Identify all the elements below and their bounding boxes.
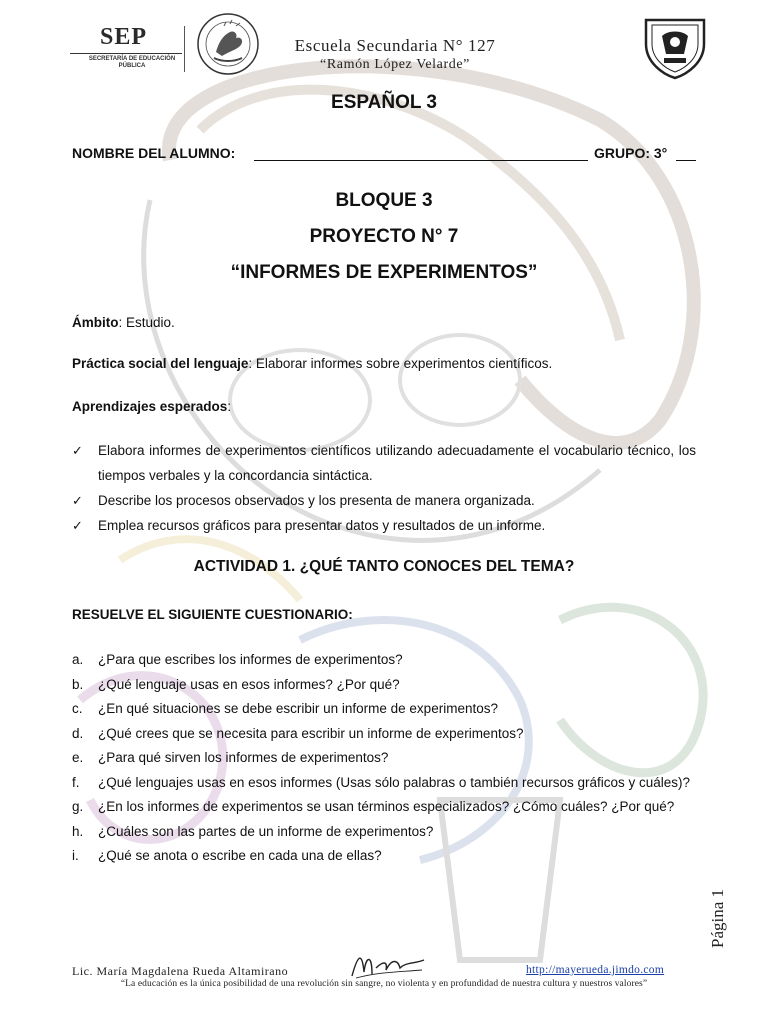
school-crest-icon bbox=[640, 14, 710, 80]
group-field[interactable] bbox=[676, 160, 696, 161]
list-item bbox=[72, 438, 696, 488]
list-item bbox=[72, 513, 696, 538]
question-marker: d. bbox=[72, 725, 84, 741]
question-marker: a. bbox=[72, 652, 84, 667]
question-text: ¿En qué situaciones se debe escribir un informe de experimentos? bbox=[98, 701, 498, 716]
question-text: ¿Qué lenguaje usas en esos informes? ¿Por qué? bbox=[98, 676, 400, 692]
question-marker: h. bbox=[72, 823, 84, 839]
question-marker: g. bbox=[72, 799, 84, 814]
footer-author: Lic. María Magdalena Rueda Altamirano bbox=[72, 964, 289, 978]
question-marker: c. bbox=[72, 701, 83, 716]
coat-of-arms-icon bbox=[196, 12, 260, 76]
header-divider bbox=[184, 26, 185, 72]
question-marker: b. bbox=[72, 676, 84, 692]
school-name bbox=[272, 36, 518, 73]
bloque-title: BLOQUE 3 bbox=[335, 190, 433, 211]
questionnaire-instruction: RESUELVE EL SIGUIENTE CUESTIONARIO: bbox=[72, 607, 353, 622]
question-list bbox=[72, 648, 696, 869]
list-item bbox=[72, 746, 696, 771]
question-text: ¿Para que escribes los informes de experimentos? bbox=[98, 652, 403, 667]
checkmark-icon: ✓ bbox=[72, 443, 83, 458]
checkmark-icon: ✓ bbox=[72, 518, 83, 533]
subject-title: ESPAÑOL 3 bbox=[331, 92, 437, 113]
question-text: ¿Para qué sirven los informes de experimentos? bbox=[98, 750, 389, 765]
aprendizajes-line bbox=[72, 399, 231, 414]
activity-title: ACTIVIDAD 1. ¿QUÉ TANTO CONOCES DEL TEMA? bbox=[193, 558, 575, 575]
school-line-1: Escuela Secundaria N° 127 bbox=[294, 36, 496, 55]
list-item bbox=[72, 488, 696, 513]
project-number: PROYECTO N° 7 bbox=[309, 226, 459, 247]
list-item-text: Emplea recursos gráficos para presentar datos y resultados de un informe. bbox=[98, 518, 546, 533]
list-item-text: Describe los procesos observados y los presenta de manera organizada. bbox=[98, 493, 535, 508]
question-text: ¿Qué se anota o escribe en cada una de ellas? bbox=[98, 848, 382, 863]
ambito-value: : Estudio. bbox=[118, 315, 175, 330]
list-item bbox=[72, 722, 696, 747]
footer-quote: “La educación es la única posibilidad de una revolución sin sangre, no violenta y en profundidad de nuestra cultura y nuestros valores” bbox=[120, 979, 648, 989]
question-text: ¿Qué crees que se necesita para escribir un informe de experimentos? bbox=[98, 725, 524, 741]
aprendizajes-label: Aprendizajes esperados bbox=[72, 399, 228, 414]
ambito-label: Ámbito bbox=[72, 315, 119, 330]
question-text: ¿En los informes de experimentos se usan términos especializados? ¿Cómo cuáles? ¿Por qué? bbox=[98, 799, 675, 814]
sep-subtitle: SECRETARÍA DE EDUCACIÓN PÚBLICA bbox=[88, 56, 176, 69]
student-name-field[interactable] bbox=[254, 160, 588, 161]
practica-line bbox=[72, 356, 552, 371]
question-marker: i. bbox=[72, 848, 79, 863]
list-item bbox=[72, 673, 696, 698]
school-line-2: “Ramón López Velarde” bbox=[320, 57, 470, 72]
list-item bbox=[72, 844, 696, 869]
project-title: “INFORMES DE EXPERIMENTOS” bbox=[230, 262, 538, 283]
question-text: ¿Qué lenguajes usas en esos informes (Usas sólo palabras o también recursos gráficos y cuáles)? bbox=[98, 774, 691, 790]
question-marker: f. bbox=[72, 774, 80, 790]
list-item-text: Elabora informes de experimentos científicos utilizando adecuadamente el vocabulario técnico, los tiempos verbales y la concordancia sintáctica. bbox=[98, 443, 696, 483]
ambito-line bbox=[72, 315, 175, 330]
group-label: GRUPO: 3° bbox=[594, 145, 668, 161]
list-item bbox=[72, 648, 696, 673]
list-item bbox=[72, 697, 696, 722]
practica-label: Práctica social del lenguaje bbox=[72, 356, 249, 371]
list-item bbox=[72, 795, 696, 820]
sep-wordmark: SEP bbox=[100, 24, 148, 50]
footer-website-link[interactable]: http://mayerueda.jimdo.com bbox=[526, 964, 665, 976]
aprendizajes-value: : bbox=[227, 399, 232, 414]
checkmark-icon: ✓ bbox=[72, 493, 83, 508]
list-item bbox=[72, 820, 696, 845]
sep-logo-rule bbox=[70, 53, 182, 54]
page-number-label: Página 1 bbox=[708, 888, 727, 948]
student-name-label: NOMBRE DEL ALUMNO: bbox=[72, 145, 236, 161]
sep-logo bbox=[70, 24, 182, 72]
practica-value: : Elaborar informes sobre experimentos científicos. bbox=[248, 356, 553, 371]
signature-icon bbox=[348, 948, 428, 980]
question-text: ¿Cuáles son las partes de un informe de experimentos? bbox=[98, 823, 434, 839]
question-marker: e. bbox=[72, 750, 84, 765]
page-number bbox=[704, 870, 734, 950]
expected-learning-list bbox=[72, 438, 696, 538]
list-item bbox=[72, 771, 696, 796]
